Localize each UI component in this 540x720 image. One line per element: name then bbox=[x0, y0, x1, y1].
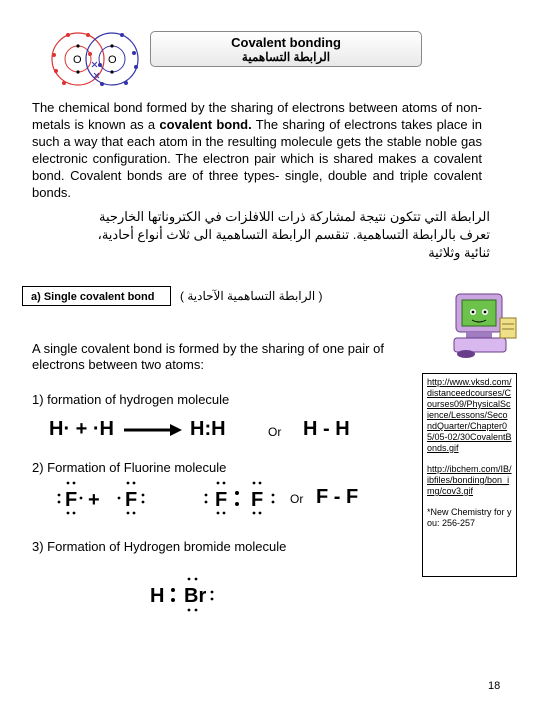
page-number: 18 bbox=[488, 680, 501, 692]
fluorine-lewis-structures bbox=[55, 477, 285, 517]
section-label-box: a) Single covalent bond bbox=[22, 286, 171, 306]
computer-cartoon-icon bbox=[448, 288, 522, 360]
item-hbr-label: 3) Formation of Hydrogen bromide molecule bbox=[32, 539, 287, 554]
hbr-lewis-structure bbox=[146, 574, 236, 614]
hydrogen-product-line: H - H bbox=[303, 418, 350, 440]
intro-text-1: The chemical bond formed by the sharing of electrons between atoms of non-metals is known as a bbox=[32, 100, 482, 132]
title-english: Covalent bonding bbox=[231, 35, 341, 50]
reference-box bbox=[422, 373, 517, 577]
hbr-h: H bbox=[150, 585, 165, 607]
item-fluorine-label: 2) Formation of Fluorine molecule bbox=[32, 460, 227, 475]
reference-link-1[interactable]: http://www.vksd.com/distanceedcourses/Courses09/PhysicalScience/Lessons/SecondQuarter/Chapter05/05-02/30CovalentBonds.gif bbox=[427, 377, 512, 453]
atom-label-2: O bbox=[108, 54, 117, 66]
or-label-1: Or bbox=[268, 425, 282, 439]
intro-paragraph bbox=[32, 99, 482, 201]
svg-text:F: F bbox=[215, 489, 228, 511]
hydrogen-product-dots: H:H bbox=[190, 418, 226, 440]
hydrogen-reactants: H· + ·H bbox=[49, 418, 114, 440]
hbr-br: Br bbox=[184, 585, 207, 607]
svg-text:F: F bbox=[125, 489, 138, 511]
svg-text:+: + bbox=[88, 489, 100, 511]
reference-link-2[interactable]: http://ibchem.com/IB/ibfiles/bonding/bon_img/cov3.gif bbox=[427, 464, 512, 496]
or-label-2: Or bbox=[290, 492, 304, 506]
intro-text-2: The sharing of electrons takes place in such a way that each atom in the resulting molecule gets the stable noble gas electronic configuration. The electron pair which is shared makes a covalent bond. Covalent bonds are of three types- single, double and triple covalent bonds. bbox=[32, 117, 483, 200]
title-arabic: الرابطة التساهمية bbox=[241, 50, 331, 64]
item-hydrogen-label: 1) formation of hydrogen molecule bbox=[32, 392, 230, 407]
arabic-paragraph: الرابطة التي تتكون نتيجة لمشاركة ذرات اللافلزات في الكتروناتها الخارجية تعرف بالرابطة التساهمية. تنقسم الرابطة التساهمية الى ثلاث أنواع أحادية، ثنائية وثلاثية bbox=[97, 209, 490, 260]
single-bond-description: A single covalent bond is formed by the sharing of one pair of electrons between two atoms: bbox=[32, 341, 384, 372]
svg-text:F: F bbox=[65, 489, 78, 511]
svg-text:F: F bbox=[251, 489, 264, 511]
fluorine-product-line: F - F bbox=[316, 486, 359, 508]
reaction-arrow-icon bbox=[124, 423, 182, 437]
oxygen-bond-diagram bbox=[42, 27, 150, 91]
source-note: *New Chemistry for you: 256-257 bbox=[427, 507, 512, 528]
title-box bbox=[150, 31, 422, 67]
atom-label-1: O bbox=[73, 54, 82, 66]
section-arabic-heading: ( الرابطة التساهمية الآحادية ) bbox=[180, 289, 323, 303]
intro-bold: covalent bond. bbox=[159, 117, 252, 132]
